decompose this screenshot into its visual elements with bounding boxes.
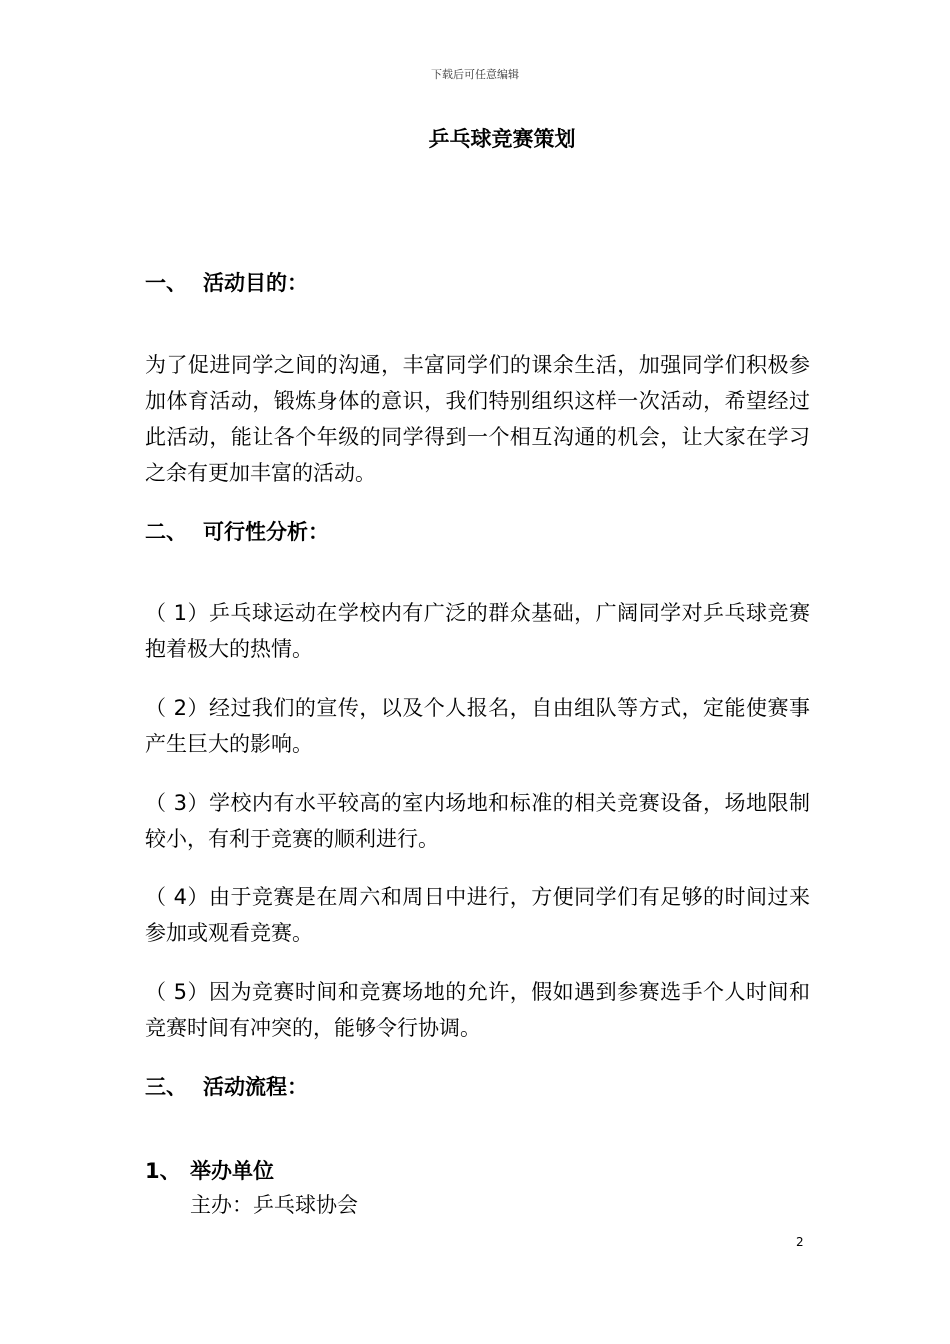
section-heading-feasibility — [145, 516, 329, 546]
item-number: 1、 — [145, 1159, 181, 1183]
section-heading-purpose — [145, 267, 308, 297]
item-title: 举办单位 — [190, 1159, 274, 1183]
feasibility-item: （ 4）由于竞赛是在周六和周日中进行，方便同学们有足够的时间过来参加或观看竞赛。 — [145, 885, 810, 945]
section-title: 可行性分析： — [203, 520, 329, 544]
feasibility-item: （ 2）经过我们的宣传，以及个人报名，自由组队等方式，定能使赛事产生巨大的影响。 — [145, 696, 810, 756]
feasibility-item: （ 1）乒乓球运动在学校内有广泛的群众基础，广阔同学对乒乓球竞赛抱着极大的热情。 — [145, 601, 810, 661]
page-number: 2 — [796, 1235, 804, 1249]
section-number: 二、 — [145, 520, 187, 544]
section-number: 一、 — [145, 271, 187, 295]
feasibility-item: （ 5）因为竞赛时间和竞赛场地的允许，假如遇到参赛选手个人时间和竞赛时间有冲突的，能够令行协调。 — [145, 980, 810, 1040]
section-number: 三、 — [145, 1075, 187, 1099]
page-header: 下载后可任意编辑 — [431, 68, 519, 81]
section-title: 活动目的： — [203, 271, 308, 295]
feasibility-item: （ 3）学校内有水平较高的室内场地和标准的相关竞赛设备，场地限制较小，有利于竞赛的顺利进行。 — [145, 791, 810, 851]
organizer-line: 主办：乒乓球协会 — [190, 1193, 358, 1217]
process-item-organizer — [145, 1155, 274, 1185]
document-title: 乒乓球竞赛策划 — [428, 127, 576, 151]
purpose-paragraph: 为了促进同学之间的沟通，丰富同学们的课余生活，加强同学们积极参加体育活动，锻炼身体的意识，我们特别组织这样一次活动，希望经过此活动，能让各个年级的同学得到一个相互沟通的机会，让大家在学习之余有更加丰富的活动。 — [145, 353, 810, 485]
section-title: 活动流程： — [203, 1075, 308, 1099]
section-heading-process — [145, 1071, 308, 1101]
